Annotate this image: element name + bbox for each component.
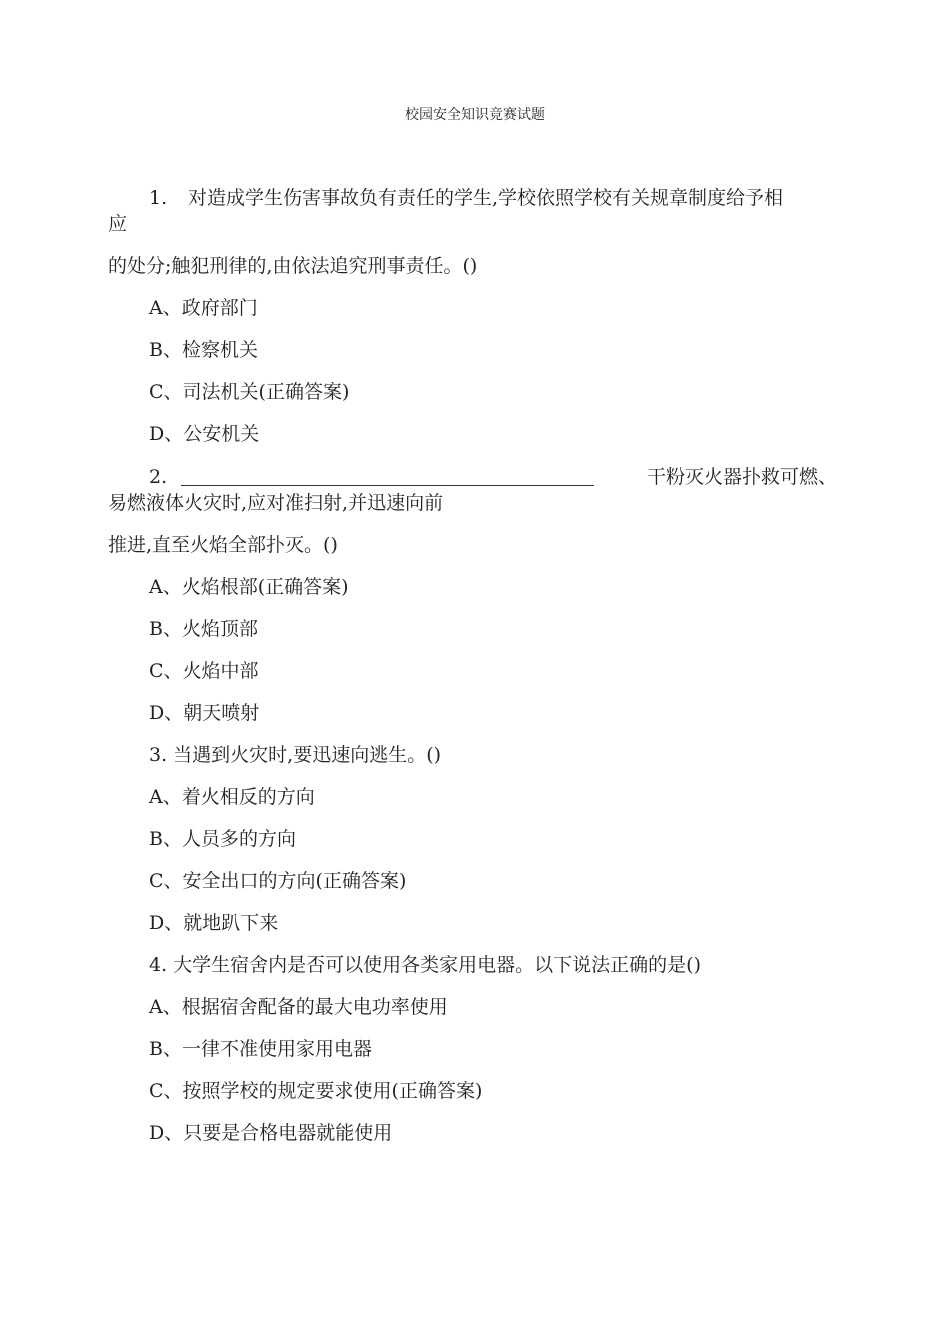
question-3-option-d: D、就地趴下来 <box>149 912 279 934</box>
question-1-option-a: A、政府部门 <box>149 297 258 319</box>
question-2-option-a: A、火焰根部(正确答案) <box>149 576 349 598</box>
question-4-option-b: B、一律不准使用家用电器 <box>149 1038 372 1060</box>
question-1-stem-line3: 的处分;触犯刑律的,由依法追究刑事责任。() <box>108 255 478 277</box>
question-3-option-c: C、安全出口的方向(正确答案) <box>149 870 407 892</box>
question-2-option-b: B、火焰顶部 <box>149 618 258 640</box>
question-2-fill-blank <box>181 485 594 486</box>
question-2-number: 2. <box>149 466 168 488</box>
question-2-option-c: C、火焰中部 <box>149 660 259 682</box>
question-4-stem: 4. 大学生宿舍内是否可以使用各类家用电器。以下说法正确的是() <box>149 954 701 976</box>
question-3-option-b: B、人员多的方向 <box>149 828 296 850</box>
question-1-stem-line2: 应 <box>108 213 128 235</box>
question-2-stem-line3: 推进,直至火焰全部扑灭。() <box>108 534 338 556</box>
question-1-option-d: D、公安机关 <box>149 423 260 445</box>
question-4-option-c: C、按照学校的规定要求使用(正确答案) <box>149 1080 483 1102</box>
question-3-option-a: A、着火相反的方向 <box>149 786 315 808</box>
document-title: 校园安全知识竞赛试题 <box>405 107 545 123</box>
question-2-option-d: D、朝天喷射 <box>149 702 260 724</box>
question-1-option-c: C、司法机关(正确答案) <box>149 381 350 403</box>
question-2-stem-right: 干粉灭火器扑救可燃、 <box>647 466 838 488</box>
question-2-stem-line2: 易燃液体火灾时,应对准扫射,并迅速向前 <box>108 492 444 514</box>
question-4-option-a: A、根据宿舍配备的最大电功率使用 <box>149 996 448 1018</box>
question-3-stem: 3. 当遇到火灾时,要迅速向逃生。() <box>149 744 442 766</box>
question-1-stem-line1: 对造成学生伤害事故负有责任的学生,学校依照学校有关规章制度给予相 <box>188 187 784 209</box>
question-1-number: 1. <box>149 187 168 209</box>
question-1-option-b: B、检察机关 <box>149 339 258 361</box>
question-4-option-d: D、只要是合格电器就能使用 <box>149 1122 393 1144</box>
